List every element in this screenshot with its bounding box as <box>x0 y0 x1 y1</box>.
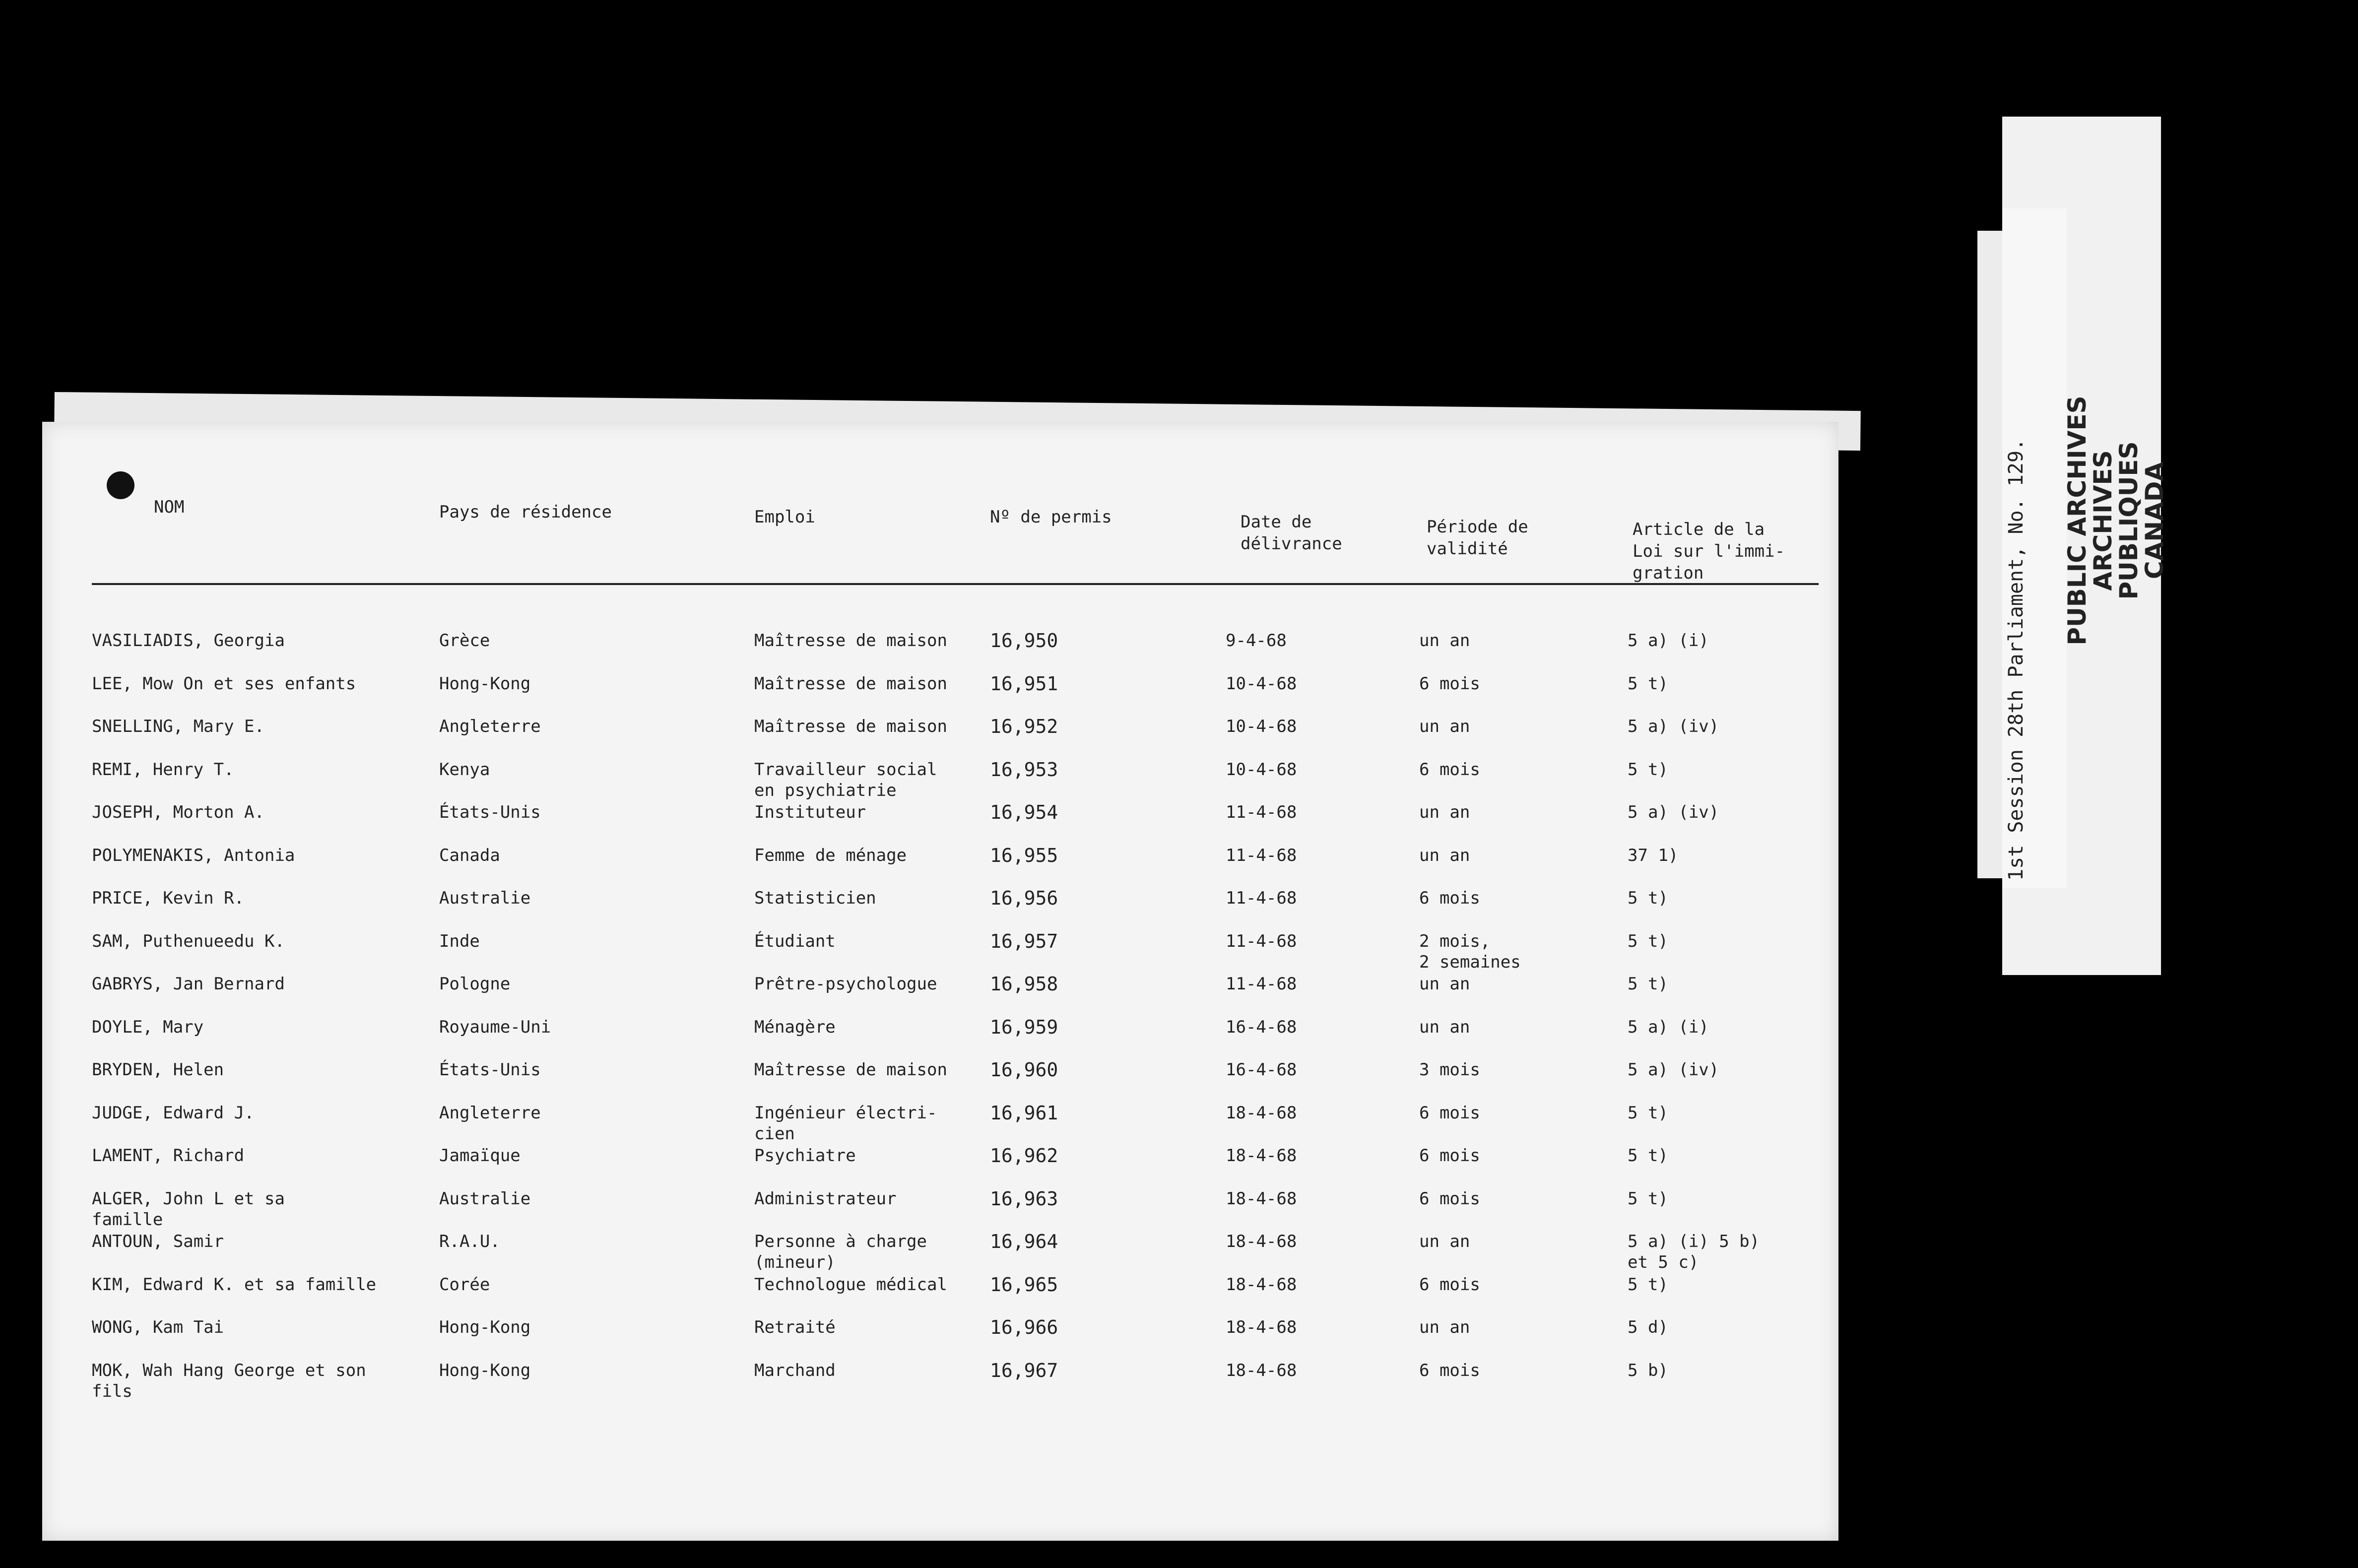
table-row <box>42 1274 1838 1317</box>
cell-date: 10-4-68 <box>1226 673 1297 694</box>
cell-permit-number: 16,962 <box>990 1145 1058 1167</box>
header-emploi: Emploi <box>754 507 815 527</box>
table-row <box>42 974 1838 1016</box>
cell-pays: Angleterre <box>439 1103 541 1123</box>
cell-permit-number: 16,959 <box>990 1016 1058 1038</box>
cell-emploi: Personne à charge (mineur) <box>754 1232 927 1272</box>
cell-nom: POLYMENAKIS, Antonia <box>92 845 295 865</box>
cell-nom: WONG, Kam Tai <box>92 1317 224 1337</box>
cell-pays: Hong-Kong <box>439 1317 531 1337</box>
table-row <box>42 1059 1838 1102</box>
cell-periode: un an <box>1419 802 1470 822</box>
cell-nom: ALGER, John L et sa famille <box>92 1188 285 1230</box>
table-row <box>42 1231 1838 1274</box>
cell-periode: un an <box>1419 1317 1470 1337</box>
cell-article: 5 t) <box>1628 673 1668 694</box>
table-row <box>42 1317 1838 1360</box>
cell-permit-number: 16,951 <box>990 672 1058 695</box>
table-row <box>42 630 1838 673</box>
cell-permit-number: 16,963 <box>990 1187 1058 1210</box>
cell-article: 5 t) <box>1628 931 1668 951</box>
table-row <box>42 931 1838 974</box>
table-row <box>42 1188 1838 1231</box>
cell-emploi: Administrateur <box>754 1188 897 1209</box>
cell-pays: Hong-Kong <box>439 1360 531 1380</box>
table-row <box>42 1103 1838 1145</box>
cell-permit-number: 16,956 <box>990 887 1058 909</box>
cell-date: 18-4-68 <box>1226 1232 1297 1251</box>
permit-table <box>42 422 1838 1541</box>
table-row <box>42 759 1838 802</box>
cell-date: 18-4-68 <box>1226 1146 1297 1166</box>
cell-periode: 3 mois <box>1419 1060 1480 1080</box>
cell-date: 18-4-68 <box>1226 1188 1297 1209</box>
cell-nom: SAM, Puthenueedu K. <box>92 931 285 951</box>
cell-periode: 6 mois <box>1419 1360 1480 1380</box>
cell-permit-number: 16,954 <box>990 801 1058 823</box>
header-pays: Pays de résidence <box>439 502 612 522</box>
cell-periode: un an <box>1419 1232 1470 1251</box>
cell-emploi: Ménagère <box>754 1017 836 1037</box>
cell-pays: Australie <box>439 1188 531 1209</box>
cell-nom: ANTOUN, Samir <box>92 1232 224 1251</box>
cell-emploi: Psychiatre <box>754 1146 856 1166</box>
cell-date: 11-4-68 <box>1226 931 1297 951</box>
cell-emploi: Prêtre-psychologue <box>754 974 937 994</box>
cell-nom: PRICE, Kevin R. <box>92 888 245 908</box>
cell-periode: un an <box>1419 1017 1470 1037</box>
cell-pays: Australie <box>439 888 531 908</box>
cell-pays: Angleterre <box>439 717 541 736</box>
table-row <box>42 673 1838 716</box>
cell-pays: Royaume-Uni <box>439 1017 551 1037</box>
cell-nom: SNELLING, Mary E. <box>92 717 264 736</box>
cell-pays: Hong-Kong <box>439 673 531 694</box>
cell-periode: un an <box>1419 717 1470 736</box>
header-article: Article de la Loi sur l'immi- gration <box>1633 520 1785 583</box>
table-row <box>42 1360 1838 1403</box>
cell-permit-number: 16,950 <box>990 630 1058 652</box>
cell-periode: un an <box>1419 631 1470 651</box>
cell-article: 5 t) <box>1628 1274 1668 1295</box>
cell-periode: 6 mois <box>1419 673 1480 694</box>
cell-nom: REMI, Henry T. <box>92 759 234 780</box>
cell-periode: 6 mois <box>1419 1146 1480 1166</box>
cell-emploi: Marchand <box>754 1360 836 1380</box>
cell-periode: 6 mois <box>1419 1103 1480 1123</box>
cell-date: 11-4-68 <box>1226 802 1297 822</box>
cell-date: 11-4-68 <box>1226 974 1297 994</box>
cell-date: 16-4-68 <box>1226 1060 1297 1080</box>
cell-permit-number: 16,953 <box>990 758 1058 781</box>
cell-nom: MOK, Wah Hang George et son fils <box>92 1360 366 1401</box>
cell-nom: DOYLE, Mary <box>92 1017 204 1037</box>
cell-periode: un an <box>1419 845 1470 865</box>
cell-article: 5 a) (iv) <box>1628 802 1719 822</box>
cell-emploi: Statisticien <box>754 888 876 908</box>
cell-date: 18-4-68 <box>1226 1274 1297 1295</box>
cell-emploi: Femme de ménage <box>754 845 907 865</box>
cell-emploi: Retraité <box>754 1317 836 1337</box>
cell-pays: Pologne <box>439 974 511 994</box>
cell-periode: 6 mois <box>1419 1188 1480 1209</box>
cell-permit-number: 16,966 <box>990 1316 1058 1338</box>
cell-nom: JUDGE, Edward J. <box>92 1103 255 1123</box>
cell-permit-number: 16,958 <box>990 973 1058 995</box>
cell-article: 5 t) <box>1628 1103 1668 1123</box>
cell-article: 5 t) <box>1628 1146 1668 1166</box>
cell-article: 5 t) <box>1628 888 1668 908</box>
table-row <box>42 1145 1838 1188</box>
cell-pays: Inde <box>439 931 480 951</box>
cell-emploi: Maîtresse de maison <box>754 717 947 736</box>
cell-permit-number: 16,952 <box>990 716 1058 737</box>
cell-periode: un an <box>1419 974 1470 994</box>
cell-date: 18-4-68 <box>1226 1103 1297 1123</box>
cell-article: 5 d) <box>1628 1317 1668 1337</box>
archives-stamp: PUBLIC ARCHIVES ARCHIVES PUBLIQUES CANADA <box>2063 395 2169 646</box>
cell-permit-number: 16,957 <box>990 930 1058 952</box>
cell-nom: KIM, Edward K. et sa famille <box>92 1274 377 1295</box>
cell-date: 9-4-68 <box>1226 631 1287 651</box>
header-no-permis: Nº de permis <box>990 507 1112 527</box>
header-nom: NOM <box>154 497 185 517</box>
cell-nom: JOSEPH, Morton A. <box>92 802 264 822</box>
cell-periode: 2 mois, 2 semaines <box>1419 931 1521 972</box>
cell-emploi: Travailleur social en psychiatrie <box>754 759 937 800</box>
cell-periode: 6 mois <box>1419 888 1480 908</box>
cell-date: 10-4-68 <box>1226 759 1297 780</box>
table-row <box>42 802 1838 845</box>
cell-pays: Corée <box>439 1274 490 1295</box>
session-label: 1st Session 28th Parliament, No. 129. <box>2005 438 2028 881</box>
cell-pays: États-Unis <box>439 802 541 822</box>
cell-emploi: Ingénieur électri- cien <box>754 1103 937 1144</box>
cell-article: 5 t) <box>1628 974 1668 994</box>
cell-article: 5 a) (i) <box>1628 1017 1709 1037</box>
table-row <box>42 845 1838 888</box>
cell-nom: VASILIADIS, Georgia <box>92 631 285 651</box>
table-row <box>42 716 1838 759</box>
cell-date: 11-4-68 <box>1226 888 1297 908</box>
cell-emploi: Maîtresse de maison <box>754 631 947 651</box>
cell-article: 37 1) <box>1628 845 1679 865</box>
cell-date: 16-4-68 <box>1226 1017 1297 1037</box>
cell-date: 10-4-68 <box>1226 717 1297 736</box>
cell-nom: LAMENT, Richard <box>92 1146 245 1166</box>
cell-nom: BRYDEN, Helen <box>92 1060 224 1080</box>
cell-article: 5 a) (iv) <box>1628 1060 1719 1080</box>
cell-emploi: Instituteur <box>754 802 866 822</box>
cell-pays: Grèce <box>439 631 490 651</box>
cell-article: 5 a) (i) <box>1628 631 1709 651</box>
cell-date: 18-4-68 <box>1226 1360 1297 1380</box>
cell-emploi: Maîtresse de maison <box>754 1060 947 1080</box>
cell-pays: Kenya <box>439 759 490 780</box>
cell-nom: LEE, Mow On et ses enfants <box>92 673 356 694</box>
cell-date: 11-4-68 <box>1226 845 1297 865</box>
cell-article: 5 a) (i) 5 b) et 5 c) <box>1628 1232 1760 1272</box>
cell-article: 5 b) <box>1628 1360 1668 1380</box>
document-page <box>42 422 1838 1541</box>
table-row <box>42 888 1838 930</box>
cell-pays: États-Unis <box>439 1060 541 1080</box>
cell-periode: 6 mois <box>1419 1274 1480 1295</box>
cell-permit-number: 16,965 <box>990 1273 1058 1296</box>
cell-periode: 6 mois <box>1419 759 1480 780</box>
cell-pays: Jamaïque <box>439 1146 521 1166</box>
cell-pays: Canada <box>439 845 500 865</box>
cell-permit-number: 16,955 <box>990 844 1058 866</box>
cell-article: 5 a) (iv) <box>1628 717 1719 736</box>
cell-article: 5 t) <box>1628 1188 1668 1209</box>
cell-permit-number: 16,961 <box>990 1102 1058 1124</box>
cell-emploi: Maîtresse de maison <box>754 673 947 694</box>
table-row <box>42 1017 1838 1059</box>
header-periode: Période de validité <box>1427 517 1528 559</box>
cell-emploi: Étudiant <box>754 931 836 951</box>
cell-article: 5 t) <box>1628 759 1668 780</box>
cell-permit-number: 16,960 <box>990 1059 1058 1081</box>
header-date: Date de délivrance <box>1241 512 1342 554</box>
cell-nom: GABRYS, Jan Bernard <box>92 974 285 994</box>
cell-emploi: Technologue médical <box>754 1274 947 1295</box>
cell-permit-number: 16,964 <box>990 1231 1058 1252</box>
cell-permit-number: 16,967 <box>990 1359 1058 1381</box>
cell-pays: R.A.U. <box>439 1232 500 1251</box>
cell-date: 18-4-68 <box>1226 1317 1297 1337</box>
